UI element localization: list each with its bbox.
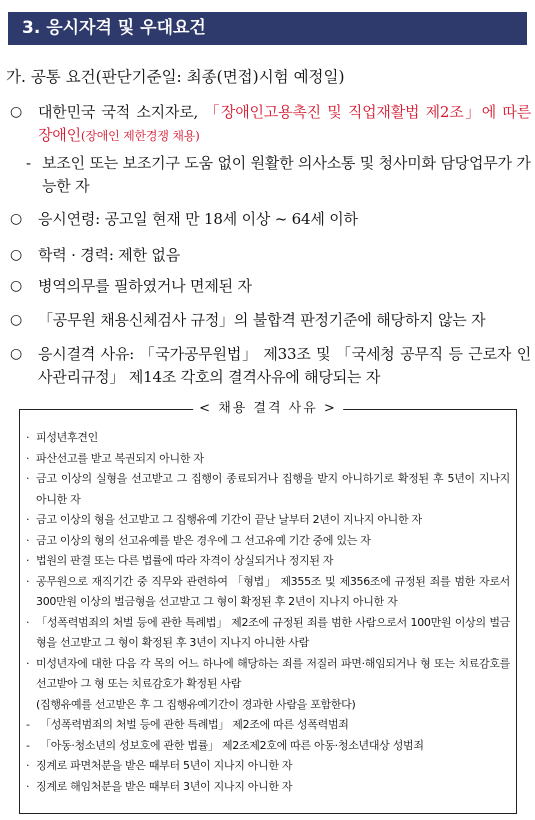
disqualification-text: 징계로 파면처분을 받은 때부터 5년이 지나지 아니한 자 bbox=[36, 759, 293, 772]
bullet: - bbox=[26, 718, 30, 731]
disqualification-text: 「아동·청소년의 성보호에 관한 법률」 제2조제2호에 따른 아동·청소년대상 성범죄 bbox=[40, 738, 424, 752]
requirement-text: 대한민국 국적 소지자로, bbox=[38, 103, 205, 121]
requirement-text: 응시결격 사유: 「국가공무원법」 제33조 및 「국세청 공무직 등 근로자 인사관리규정」 제14조 각호의 결격사유에 해당되는 자 bbox=[38, 345, 531, 386]
bullet: · bbox=[26, 554, 30, 567]
disqualification-text: (집행유예를 선고받은 후 그 집행유예기간이 경과한 사람을 포함한다) bbox=[36, 697, 356, 711]
disqualification-text: 「성폭력범죄의 처벌 등에 관한 특례법」 제2조에 규정된 죄를 범한 사람으로서 100만원 이상의 벌금형을 선고받고 그 형이 확정된 후 3년이 지나지 아니한 사람 bbox=[36, 615, 510, 649]
disqualification-item bbox=[26, 469, 510, 510]
requirement-text: 「공무원 채용신체검사 규정」의 불합격 판정기준에 해당하지 않는 자 bbox=[38, 311, 486, 329]
disqualification-box-title: < 채용 결격 사유 > bbox=[193, 399, 343, 419]
bullet: · bbox=[26, 615, 30, 629]
disqualification-text: 공무원으로 재직기간 중 직무와 관련하여 「형법」 제355조 및 제356조에 규정된 죄를 범한 자로서 300만원 이상의 벌금형을 선고받고 그 형이 확정된 후 2년이 지나지 아니한 자 bbox=[36, 574, 510, 608]
section-header-title: 3. 응시자격 및 우대요건 bbox=[22, 18, 206, 38]
disqualification-item bbox=[26, 777, 510, 798]
disqualification-text: 금고 이상의 형의 선고유예를 받은 경우에 그 선고유예 기간 중에 있는 자 bbox=[36, 533, 371, 547]
disqualification-item bbox=[26, 428, 510, 449]
disqualification-item bbox=[26, 449, 510, 470]
disqualification-text: 미성년자에 대한 다음 각 목의 어느 하나에 해당하는 죄를 저질러 파면·해임되거나 형 또는 치료감호를 선고받아 그 형 또는 치료감호가 확정된 사람 bbox=[36, 656, 510, 690]
bullet: · bbox=[26, 533, 30, 547]
circle-bullet-icon: ○ bbox=[10, 278, 23, 294]
disqualification-text: 법원의 판결 또는 다른 법률에 따라 자격이 상실되거나 정지된 자 bbox=[36, 554, 334, 567]
bullet: · bbox=[26, 656, 30, 670]
disqualification-item bbox=[26, 510, 510, 531]
bullet: · bbox=[26, 472, 30, 485]
disqualification-item bbox=[26, 736, 510, 757]
disqualification-item bbox=[26, 531, 510, 552]
circle-bullet-icon: ○ bbox=[10, 312, 23, 328]
disqualification-item bbox=[26, 613, 510, 654]
disqualification-list bbox=[26, 428, 510, 797]
disqualification-item bbox=[26, 695, 510, 716]
disqualification-item bbox=[26, 715, 510, 736]
disqualification-item bbox=[26, 551, 510, 572]
requirement-text: 응시연령: 공고일 현재 만 18세 이상 ~ 64세 이하 bbox=[38, 210, 358, 228]
requirement-disqualification bbox=[6, 343, 531, 389]
disability-law-reference: 「장애인고용촉진 및 직업재활법 제2조」에 따른 장애인 bbox=[38, 103, 531, 144]
disqualification-text: 금고 이상의 형을 선고받고 그 집행유예 기간이 끝난 날부터 2년이 지나지 아니한 자 bbox=[36, 513, 422, 526]
bullet: · bbox=[26, 513, 30, 526]
disqualification-text: 「성폭력범죄의 처벌 등에 관한 특례법」 제2조에 따른 성폭력범죄 bbox=[40, 718, 349, 731]
circle-bullet-icon: ○ bbox=[10, 211, 23, 227]
circle-bullet-icon: ○ bbox=[10, 346, 23, 362]
bullet: · bbox=[26, 574, 30, 588]
disability-restricted-note: (장애인 제한경쟁 채용) bbox=[80, 129, 200, 143]
disqualification-item bbox=[26, 756, 510, 777]
circle-bullet-icon: ○ bbox=[10, 104, 23, 120]
circle-bullet-icon: ○ bbox=[10, 247, 23, 263]
bullet: - bbox=[26, 738, 30, 752]
requirement-text: 병역의무를 필하였거나 면제된 자 bbox=[38, 277, 252, 295]
disqualification-text: 파산선고를 받고 복권되지 아니한 자 bbox=[36, 451, 204, 465]
dash-bullet: - bbox=[26, 154, 32, 172]
bullet: · bbox=[26, 759, 30, 772]
disqualification-text: 징계로 해임처분을 받은 때부터 3년이 지나지 아니한 자 bbox=[36, 779, 293, 793]
bullet: · bbox=[26, 431, 30, 444]
bullet: · bbox=[26, 451, 30, 465]
disqualification-item bbox=[26, 572, 510, 613]
disqualification-item bbox=[26, 654, 510, 695]
disqualification-text: 피성년후견인 bbox=[36, 431, 98, 444]
requirement-text: 학력 · 경력: 제한 없음 bbox=[38, 246, 181, 264]
requirement-text: 보조인 또는 보조기구 도움 없이 원활한 의사소통 및 청사미화 담당업무가 가능한 자 bbox=[42, 154, 531, 195]
bullet: · bbox=[26, 779, 30, 793]
requirement-nationality bbox=[6, 101, 531, 147]
requirement-communication bbox=[26, 152, 531, 198]
disqualification-box bbox=[19, 401, 517, 814]
disqualification-text: 금고 이상의 실형을 선고받고 그 집행이 종료되거나 집행을 받지 아니하기로 확정된 후 5년이 지나지 아니한 자 bbox=[36, 472, 510, 506]
subsection-title: 가. 공통 요건(판단기준일: 최종(면접)시험 예정일) bbox=[6, 68, 345, 86]
section-header bbox=[8, 12, 527, 45]
